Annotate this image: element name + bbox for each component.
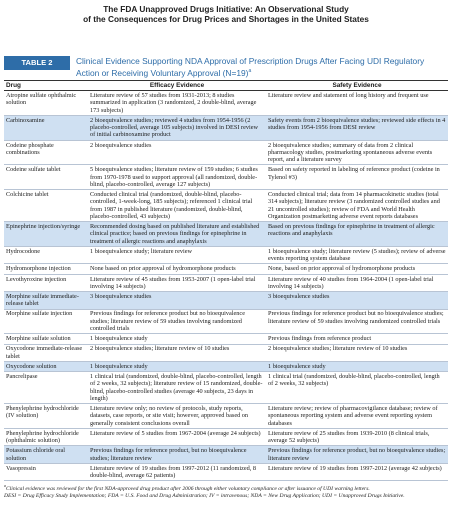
table-row (4, 362, 448, 372)
table-badge: TABLE 2 (4, 56, 70, 70)
cell-safety: 2 bioequivalence studies; summary of data from 2 clinical pharmacology studies, postmarketing spontaneous adverse events report, and a literature survey (266, 140, 448, 165)
footnote-abbreviations: DESI = Drug Efficacy Study Implementation; FDA = U.S. Food and Drug Administration; IV = intravenous; NDA = New Drug Application; UDI = Unapproved Drugs Initiative. (4, 492, 405, 499)
table-row (4, 274, 448, 291)
cell-efficacy: Conducted clinical trial (randomized, double-blind, placebo-controlled, 1-week-long, 185 subjects); referenced 1 clinical trial from 1987 in published literature (randomized, double-blind, placebo-controlled, 43 subjects) (88, 190, 266, 222)
cell-drug: Phenylephrine hydrochloride (ophthalmic solution) (4, 429, 88, 446)
cell-efficacy: Recommended dosing based on published literature and established clinical practice; based on previous findings for epinephrine in treatment of allergic reactions and anaphylaxis (88, 222, 266, 247)
cell-drug: Oxycodone solution (4, 362, 88, 372)
cell-safety: Literature review; review of pharmacovigilance database; review of spontaneous reporting system and adverse event reporting system databases (266, 404, 448, 429)
table-row (4, 264, 448, 274)
cell-drug: Morphine sulfate immediate-release tablet (4, 292, 88, 309)
table-header-row (4, 81, 448, 91)
table-footnotes (4, 482, 448, 500)
cell-drug: Morphine sulfate solution (4, 334, 88, 344)
header-line-2: of the Consequences for Drug Prices and Shortages in the United States (83, 14, 369, 24)
table-row (4, 222, 448, 247)
cell-efficacy: 2 bioequivalence studies (88, 140, 266, 165)
cell-drug: Pancrelipase (4, 372, 88, 404)
cell-safety: Based on previous findings for epinephrine in treatment of allergic reactions and anaphylaxis (266, 222, 448, 247)
cell-efficacy: 2 bioequivalence studies; literature review of 10 studies (88, 344, 266, 361)
table-row (4, 446, 448, 463)
page-header (0, 4, 452, 24)
cell-drug: Hydromorphone injection (4, 264, 88, 274)
table-row (4, 429, 448, 446)
cell-efficacy: 1 bioequivalence study; literature review (88, 246, 266, 263)
table-row (4, 344, 448, 361)
cell-drug: Oxycodone immediate-release tablet (4, 344, 88, 361)
footnote-a-text: Clinical evidence was reviewed for the first NDA-approved drug product after 2006 through either voluntary compliance or after issuance of UDI warning letters. (6, 485, 370, 492)
cell-safety: Literature review of 40 studies from 1964-2004 (1 open-label trial involving 14 subjects) (266, 274, 448, 291)
table-row (4, 140, 448, 165)
cell-drug: Vasopressin (4, 463, 88, 480)
cell-efficacy: Literature review of 45 studies from 1953-2007 (1 open-label trial involving 14 subjects) (88, 274, 266, 291)
cell-efficacy: 1 bioequivalence study (88, 362, 266, 372)
cell-efficacy: 5 bioequivalence studies; literature review of 159 studies; 6 studies from 1970-1978 used to support approval (all randomized, double-blind, placebo-controlled, average 127 subjects) (88, 165, 266, 190)
table-heading (4, 56, 448, 78)
table-caption (76, 56, 448, 78)
cell-safety: Literature review of 19 studies from 1997-2012 (average 42 subjects) (266, 463, 448, 480)
cell-safety: Based on safety reported in labeling of reference product (codeine in Tylenol #3) (266, 165, 448, 190)
cell-drug: Epinephrine injection/syringe (4, 222, 88, 247)
cell-safety: 1 bioequivalence study (266, 362, 448, 372)
table-row (4, 309, 448, 334)
column-header-drug: Drug (4, 81, 88, 91)
cell-safety: Literature review of 25 studies from 1939-2010 (8 clinical trials, average 52 subjects) (266, 429, 448, 446)
table-row (4, 246, 448, 263)
cell-efficacy: Previous findings for reference product but no bioequivalence studies; literature review of 59 studies involving randomized controlled trials (88, 309, 266, 334)
cell-efficacy: Literature review only; no review of protocols, study reports, datasets, case reports, or site visit; however, approved based on generally consistent conclusions overall (88, 404, 266, 429)
cell-safety: 2 bioequivalence studies; literature review of 10 studies (266, 344, 448, 361)
table-row (4, 190, 448, 222)
cell-drug: Potassium chloride oral solution (4, 446, 88, 463)
footnote-marker: a (4, 483, 6, 488)
footnote-a (4, 482, 448, 493)
table-row (4, 404, 448, 429)
table-row (4, 115, 448, 140)
column-header-safety: Safety Evidence (266, 81, 448, 91)
table-row (4, 91, 448, 116)
cell-efficacy: 1 clinical trial (randomized, double-blind, placebo-controlled, length of 2 weeks, 32 subjects); literature review of 15 randomized, double-blind, placebo-controlled studies (average 40 subjects, 23 days in length) (88, 372, 266, 404)
cell-safety: Previous findings for reference product, but no bioequivalence studies; literature review (266, 446, 448, 463)
table-row (4, 292, 448, 309)
table-row (4, 372, 448, 404)
cell-safety: Conducted clinical trial; data from 14 pharmacokinetic studies (total 314 subjects); literature review (3 randomized controlled studies and 21 uncontrolled studies); review of FDA and World Health Organization postmarketing adverse event reports databases (266, 190, 448, 222)
cell-drug: Phenylephrine hydrochloride (IV solution) (4, 404, 88, 429)
cell-drug: Codeine phosphate combinations (4, 140, 88, 165)
cell-efficacy: Previous findings for reference product, but no bioequivalence studies; literature review (88, 446, 266, 463)
caption-footnote-marker: a (248, 68, 252, 74)
header-line-1: The FDA Unapproved Drugs Initiative: An Observational Study (103, 4, 349, 14)
cell-safety: None, based on prior approval of hydromorphone products (266, 264, 448, 274)
cell-drug: Codeine sulfate tablet (4, 165, 88, 190)
cell-efficacy: None based on prior approval of hydromorphone products (88, 264, 266, 274)
table-row (4, 165, 448, 190)
evidence-table (4, 80, 448, 481)
column-header-efficacy: Efficacy Evidence (88, 81, 266, 91)
cell-safety: Previous findings from reference product (266, 334, 448, 344)
cell-drug: Levothyroxine injection (4, 274, 88, 291)
cell-efficacy: 2 bioequivalence studies; reviewed 4 studies from 1954-1956 (2 placebo-controlled, average 105 subjects) involved in DESI review of initial carbinoxamine product (88, 115, 266, 140)
cell-safety: 1 clinical trial (randomized, double-blind, placebo-controlled, length of 2 weeks, 32 subjects) (266, 372, 448, 404)
cell-drug: Morphine sulfate injection (4, 309, 88, 334)
cell-efficacy: 1 bioequivalence study (88, 334, 266, 344)
cell-efficacy: Literature review of 19 studies from 1997-2012 (11 randomized, 8 double-blind, average 62 patients) (88, 463, 266, 480)
table-body (4, 91, 448, 481)
cell-efficacy: Literature review of 5 studies from 1967-2004 (average 24 subjects) (88, 429, 266, 446)
cell-drug: Hydrocodone (4, 246, 88, 263)
cell-drug: Colchicine tablet (4, 190, 88, 222)
cell-safety: Previous findings for reference product but no bioequivalence studies; literature review of 59 studies involving randomized controlled trials (266, 309, 448, 334)
caption-text: Clinical Evidence Supporting NDA Approval of Prescription Drugs After Facing UDI Regulatory Action or Receiving Voluntary Approval (N=19) (76, 56, 425, 78)
table-row (4, 463, 448, 480)
cell-safety: Literature review and statement of long history and frequent use (266, 91, 448, 116)
cell-safety: 3 bioequivalence studies (266, 292, 448, 309)
cell-drug: Atropine sulfate ophthalmic solution (4, 91, 88, 116)
table-row (4, 334, 448, 344)
cell-efficacy: 3 bioequivalence studies (88, 292, 266, 309)
cell-efficacy: Literature review of 57 studies from 1931-2013; 8 studies summarized in application (3 randomized, 2 double-blind, average 173 subjects) (88, 91, 266, 116)
cell-safety: 1 bioequivalence study; literature review (5 studies); review of adverse events reporting system database (266, 246, 448, 263)
cell-safety: Safety events from 2 bioequivalence studies; reviewed side effects in 4 studies from 1954-1956 from DESI review (266, 115, 448, 140)
cell-drug: Carbinoxamine (4, 115, 88, 140)
